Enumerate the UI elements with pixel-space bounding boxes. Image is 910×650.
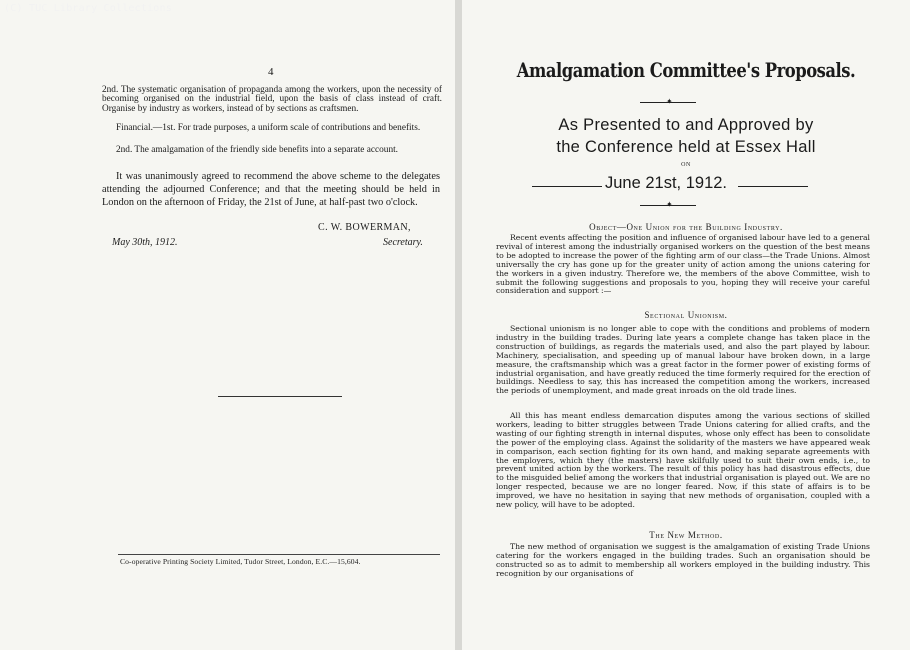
conference-date: June 21st, 1912. [605, 174, 728, 192]
signatory-name: C. W. BOWERMAN, [318, 222, 411, 233]
signature-date: May 30th, 1912. [112, 237, 178, 248]
subtitle-line-2: the Conference held at Essex Hall [556, 138, 816, 156]
right-page [462, 0, 910, 650]
date-rule-left [532, 186, 602, 187]
section-heading-object: Object—One Union for the Building Industry. [589, 222, 783, 232]
paragraph-financial: Financial.—1st. For trade purposes, a uniform scale of contributions and benefits. [116, 123, 421, 133]
paragraph-object: Recent events affecting the position and influence of organised labour have led to a general revival of interest among the industrially organised workers on the question of the best means to be adopted to increase the power of the fighting arm of our class—the Trade Unions. Almost universally the cry has gone up for the greater unity of action among the unions catering for the workers in a given industry. Therefore we, the members of the above Committee, wish to submit the following suggestions and proposals to you, hoping they will receive your careful consideration and support :— [496, 233, 870, 296]
printer-imprint: Co-operative Printing Society Limited, Tudor Street, London, E.C.—15,604. [120, 557, 361, 566]
divider-rule [218, 396, 342, 397]
section-heading-new-method: The New Method. [649, 530, 723, 540]
on-label: ON [681, 162, 691, 168]
subtitle-line-1: As Presented to and Approved by [558, 116, 814, 134]
book-gutter [455, 0, 462, 650]
date-rule-right [738, 186, 808, 187]
paragraph-sectional-1: Sectional unionism is no longer able to cope with the conditions and problems of modern industry in the building trades. During late years a complete change has taken place in the construction of buildings, as regards the materials used, and also the part played by labour. Machinery, specialisation, and speeding up of manual labour have broken down, in a large measure, the craftsmanship which was a great factor in the former power of existing forms of industrial organisation, and have greatly reduced the time formerly required for the erection of buildings. Needless to say, this has increased the competition among the workers, increased the periods of unemployment, and made great inroads on the old trade lines. [496, 324, 870, 396]
section-heading-sectional: Sectional Unionism. [644, 310, 728, 320]
paragraph-friendly-benefits: 2nd. The amalgamation of the friendly side benefits into a separate account. [116, 145, 398, 155]
footer-rule [118, 554, 440, 555]
paragraph-sectional-2: All this has meant endless demarcation disputes among the various sections of skilled workers, leading to bitter struggles between Trade Unions catering for allied crafts, and the wasting of our fighting strength in internal disputes, whose only effect has been to consolidate the power of the employing class. Against the solidarity of the masters we have appeared weak in comparison, each section fighting for its own hand, and making separate agreements with the employers, which they (the masters) have skilfully used to suit their own ends, i.e., to prevent united action by the workers. The result of this policy has had disastrous effects, due to the misguided belief among the workers that industrial organisation is played out. We are no longer respected, because we are no longer feared. Now, if this state of affairs is to be improved, we have no hesitation in saying that new methods of organisation, coupled with a new policy, will have to be adopted. [496, 411, 870, 510]
page-title: Amalgamation Committee's Proposals. [516, 58, 856, 82]
signatory-role: Secretary. [383, 237, 423, 248]
page-number: 4 [268, 66, 274, 78]
ornament-dot: ✦ [666, 200, 673, 209]
paragraph-new-method: The new method of organisation we suggest is the amalgamation of existing Trade Unions catering for the workers engaged in the building trades. Such an organisation should be constructed so as to admit to membership all workers employed in the building industry. This recognition by our organisations of [496, 542, 870, 578]
paragraph-resolution: It was unanimously agreed to recommend the above scheme to the delegates attending the adjourned Conference; and that the meeting should be held in London on the afternoon of Friday, the 21st of June, at half-past two o'clock. [102, 171, 440, 208]
ornament-dot: ✦ [666, 97, 673, 106]
paragraph-propaganda: 2nd. The systematic organisation of propaganda among the workers, upon the necessity of becoming organised on the industrial field, upon the basis of class instead of craft. Organise by industry as workers, instead of by sections as craftsmen. [102, 85, 442, 114]
watermark: (C) TUC Library Collections [4, 3, 172, 14]
